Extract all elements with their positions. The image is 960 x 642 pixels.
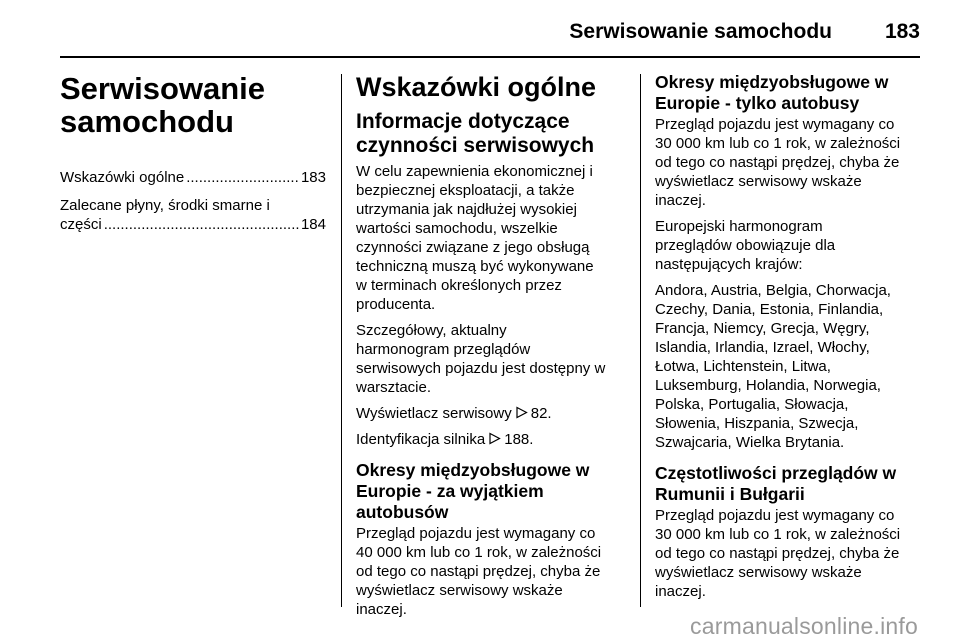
toc-entry[interactable] <box>60 196 326 234</box>
section-heading: Wskazówki ogólne <box>356 72 597 102</box>
toc-entry-title: Wskazówki ogólne <box>60 169 185 186</box>
subsection-heading: Okresy międzyobsługowe w Europie - za wyjątkiem autobusów <box>356 460 590 522</box>
cross-reference-text: Wyświetlacz serwisowy <box>356 405 512 422</box>
running-header-title: Serwisowanie samochodu <box>569 20 832 43</box>
toc-line <box>60 215 326 234</box>
toc-entry-title: Zalecane płyny, środki smarne i <box>60 197 270 214</box>
chapter-column <box>60 72 326 243</box>
watermark: carmanualsonline.info <box>690 613 918 639</box>
paragraph: Szczegółowy, aktualny harmonogram przeglądów serwisowych pojazdu jest dostępny w warsztacie. <box>356 322 606 396</box>
content-column-middle <box>356 72 626 626</box>
toc-entry-page: 184 <box>300 216 326 233</box>
paragraph: Przegląd pojazdu jest wymagany co 30 000 km lub co 1 rok, w zależności od tego co nastąpi prędzej, chyba że wyświetlacz serwisowy wskaże inaczej. <box>655 116 901 209</box>
paragraph: Przegląd pojazdu jest wymagany co 40 000 km lub co 1 rok, w zależności od tego co nastąpi prędzej, chyba że wyświetlacz serwisowy wskaże inaczej. <box>356 525 602 618</box>
cross-reference-page: 188. <box>504 431 534 448</box>
reference-arrow-icon <box>515 406 528 419</box>
subsection-heading: Okresy międzyobsługowe w Europie - tylko autobusy <box>655 72 889 113</box>
cross-reference-text: Identyfikacja silnika <box>356 431 486 448</box>
toc-leader-dots <box>186 168 299 187</box>
content-column-right <box>655 72 923 608</box>
paragraph: Przegląd pojazdu jest wymagany co 30 000 km lub co 1 rok, w zależności od tego co nastąpi prędzej, chyba że wyświetlacz serwisowy wskaże inaczej. <box>655 507 901 600</box>
toc-entry-title: części <box>60 216 102 233</box>
paragraph: W celu zapewnienia ekonomicznej i bezpiecznej eksploatacji, a także utrzymania jak najdłużej wysokiej wartości samochodu, wszelkie czynności związane z jego obsługą techniczną muszą być wykonywane w terminach określonych przez producenta. <box>356 163 594 313</box>
chapter-title: Serwisowanie samochodu <box>60 71 266 139</box>
toc-line <box>60 168 326 187</box>
toc-entry-page: 183 <box>300 169 326 186</box>
subsection-heading: Częstotliwości przeglądów w Rumunii i Bułgarii <box>655 463 897 504</box>
column-divider <box>640 74 641 607</box>
page-number: 183 <box>884 20 920 43</box>
paragraph: Europejski harmonogram przeglądów obowiązuje dla następujących krajów: <box>655 218 836 273</box>
page-header <box>60 14 920 58</box>
subsection-heading: Informacje dotyczące czynności serwisowych <box>356 110 595 157</box>
reference-arrow-icon <box>488 432 501 445</box>
toc-entry[interactable] <box>60 168 326 187</box>
country-list: Andora, Austria, Belgia, Chorwacja, Czechy, Dania, Estonia, Finlandia, Francja, Niemcy, Grecja, Węgry, Islandia, Irlandia, Izrael, Włochy, Łotwa, Lichtenstein, Litwa, Luksemburg, Holandia, Norwegia, Polska, Portugalia, Słowacja, Słowenia, Hiszpania, Szwecja, Szwajcaria, Wielka Brytania. <box>655 282 891 451</box>
cross-reference-page: 82. <box>530 405 552 422</box>
column-divider <box>341 74 342 607</box>
cross-reference[interactable] <box>356 404 626 423</box>
toc-leader-dots <box>104 215 299 234</box>
cross-reference[interactable] <box>356 430 626 449</box>
